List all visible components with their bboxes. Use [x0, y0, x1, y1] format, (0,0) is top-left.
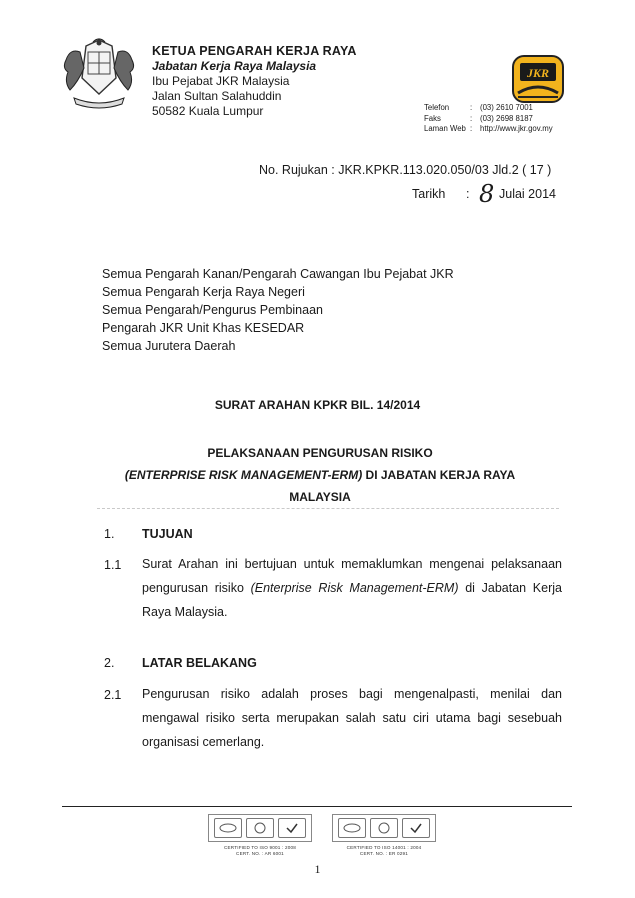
organisation-address [152, 44, 357, 119]
paragraph-line: Surat Arahan ini bertujuan untuk memaklumkan mengenai pelaksanaan [142, 557, 562, 571]
contact-phone-row [424, 103, 553, 114]
contact-value[interactable]: http://www.jkr.gov.my [480, 124, 553, 133]
paragraph-line: mengawal risiko serta merupakan salah satu ciri utama bagi sesebuah [142, 711, 562, 725]
jkr-logo [512, 55, 564, 103]
date-label: Tarikh [412, 187, 446, 201]
contact-web-row [424, 124, 553, 135]
date-colon: : [466, 187, 470, 201]
checkmark-icon [402, 818, 430, 838]
iso-9001-certification-badges [208, 814, 312, 842]
cert-caption [332, 845, 436, 857]
subject-line-3: MALAYSIA [289, 490, 351, 504]
recipient-line: Semua Pengarah Kerja Raya Negeri [102, 285, 305, 299]
certification-logo-icon [338, 818, 366, 838]
reference-number: No. Rujukan : JKR.KPKR.113.020.050/03 Jld.2 ( 17 ) [259, 163, 552, 177]
section-title-latar-belakang: LATAR BELAKANG [142, 656, 257, 670]
contact-label: Faks [424, 113, 441, 123]
org-office: Ibu Pejabat JKR Malaysia [152, 74, 290, 88]
paragraph-1-1 [142, 552, 562, 624]
paragraph-text: pengurusan risiko [142, 581, 251, 595]
cert-number: CERT. NO. : AR 6001 [236, 851, 284, 856]
paragraph-line [142, 576, 562, 600]
section-number: 2. [104, 656, 115, 670]
erm-italic-text: (Enterprise Risk Management-ERM) [250, 581, 459, 595]
jkr-logo-text: JKR [526, 66, 550, 80]
section-number: 1. [104, 527, 115, 541]
circular-title: SURAT ARAHAN KPKR BIL. 14/2014 [214, 398, 421, 412]
contact-value: (03) 2610 7001 [480, 103, 533, 112]
org-title: KETUA PENGARAH KERJA RAYA [152, 44, 357, 58]
paragraph-line: Raya Malaysia. [142, 605, 228, 619]
contact-fax-row [424, 114, 553, 125]
section-title-tujuan: TUJUAN [142, 527, 193, 541]
org-department: Jabatan Kerja Raya Malaysia [152, 59, 317, 73]
subject-line-2-rest: DI JABATAN KERJA RAYA [362, 468, 516, 482]
cert-standard: CERTIFIED TO ISO 9001 : 2008 [224, 845, 296, 850]
subject-divider [97, 508, 559, 509]
contact-label: Telefon [424, 103, 450, 112]
recipient-line: Semua Jurutera Daerah [102, 339, 236, 353]
contact-label: Laman Web [424, 124, 466, 133]
date-month-year: Julai 2014 [499, 187, 556, 201]
cert-number: CERT. NO. : ER 0291 [359, 851, 409, 856]
org-postcode: 50582 Kuala Lumpur [152, 104, 264, 118]
recipient-line: Pengarah JKR Unit Khas KESEDAR [102, 321, 305, 335]
paragraph-line: organisasi cemerlang. [142, 735, 265, 749]
contact-separator: : [470, 124, 473, 133]
subject-line-2 [90, 464, 550, 486]
date-day-handwritten: 8 [479, 180, 495, 208]
recipient-line: Semua Pengarah Kanan/Pengarah Cawangan Ibu Pejabat JKR [102, 267, 454, 281]
certification-logo-icon [214, 818, 242, 838]
contact-separator: : [470, 103, 473, 112]
page-number: 1 [314, 862, 321, 876]
certification-logo-icon [246, 818, 274, 838]
contact-value: (03) 2698 8187 [480, 113, 533, 123]
paragraph-2-1 [142, 682, 562, 754]
recipient-list [102, 265, 454, 355]
recipient-line: Semua Pengarah/Pengurus Pembinaan [102, 303, 323, 317]
checkmark-icon [278, 818, 306, 838]
org-street: Jalan Sultan Salahuddin [152, 89, 282, 103]
certification-logo-icon [370, 818, 398, 838]
subject-line-1: PELAKSANAAN PENGURUSAN RISIKO [207, 446, 433, 460]
contact-details [424, 103, 553, 135]
iso-14001-certification-badges [332, 814, 436, 842]
subject-erm-italic: (ENTERPRISE RISK MANAGEMENT-ERM) [124, 468, 363, 482]
cert-standard: CERTIFIED TO ISO 14001 : 2004 [346, 845, 422, 850]
paragraph-line: Pengurusan risiko adalah proses bagi mengenalpasti, menilai dan [142, 687, 562, 701]
contact-separator: : [470, 113, 473, 123]
cert-caption [208, 845, 312, 857]
subject-heading [90, 442, 550, 508]
paragraph-text: di Jabatan Kerja [458, 581, 562, 595]
paragraph-number: 2.1 [104, 688, 122, 702]
footer-rule [62, 806, 572, 807]
paragraph-number: 1.1 [104, 558, 122, 572]
malaysia-coat-of-arms-icon [60, 38, 138, 110]
